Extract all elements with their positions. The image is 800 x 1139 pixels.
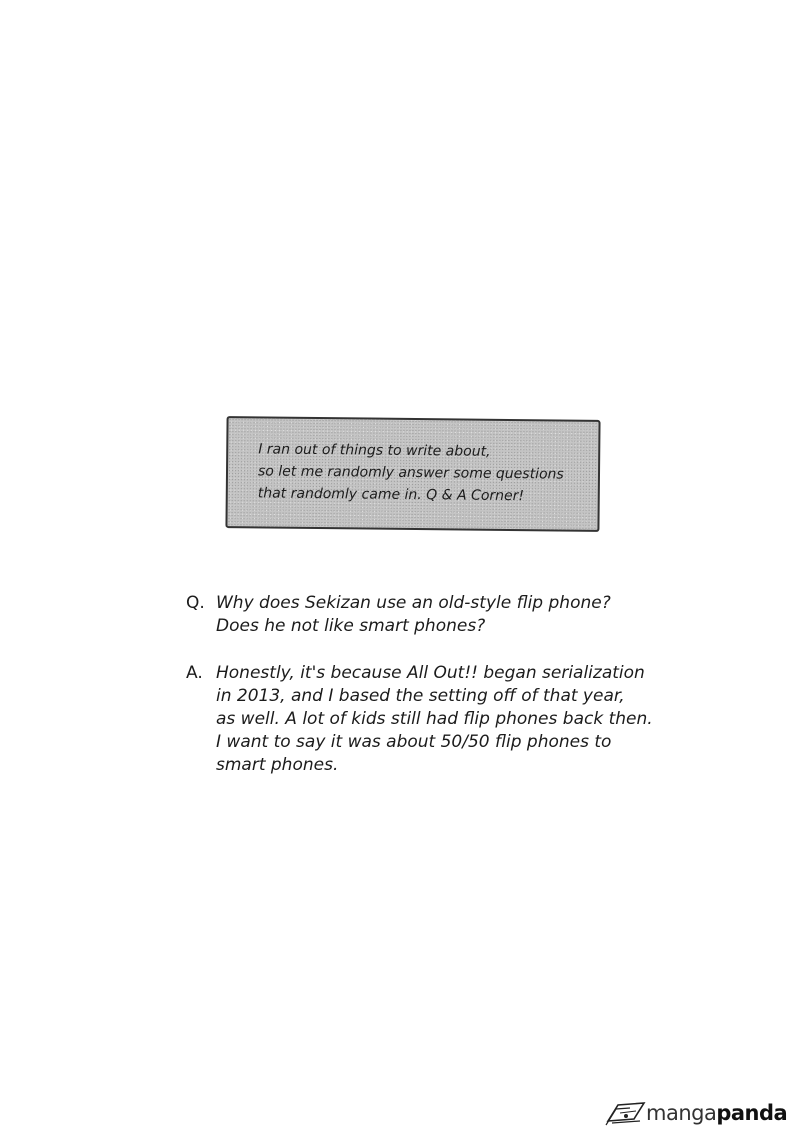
site-watermark: [604, 1097, 794, 1131]
panda-logo-icon: [604, 1099, 648, 1129]
answer-line: in 2013, and I based the setting off of that year,: [216, 686, 625, 706]
question-marker: Q.: [186, 593, 205, 613]
intro-line: so let me randomly answer some questions: [257, 463, 564, 483]
watermark-part-manga: manga: [646, 1101, 717, 1125]
answer-line: as well. A lot of kids still had flip phones back then.: [216, 709, 653, 729]
answer-marker: A.: [186, 663, 203, 683]
answer-line: Honestly, it's because All Out!! began serialization: [216, 663, 645, 683]
intro-note-text: [258, 438, 589, 507]
watermark-text: [646, 1101, 787, 1125]
question-text: [216, 592, 676, 638]
answer-line: smart phones.: [216, 755, 339, 775]
intro-line: that randomly came in. Q & A Corner!: [257, 485, 525, 505]
intro-line: I ran out of things to write about,: [258, 441, 491, 460]
answer-line: I want to say it was about 50/50 flip phones to: [216, 732, 612, 752]
watermark-part-panda: panda: [716, 1101, 788, 1125]
answer-text: [216, 662, 676, 777]
question-line: Why does Sekizan use an old-style flip phone?: [216, 593, 611, 613]
intro-note-box: [225, 416, 600, 532]
question-line: Does he not like smart phones?: [216, 616, 486, 636]
